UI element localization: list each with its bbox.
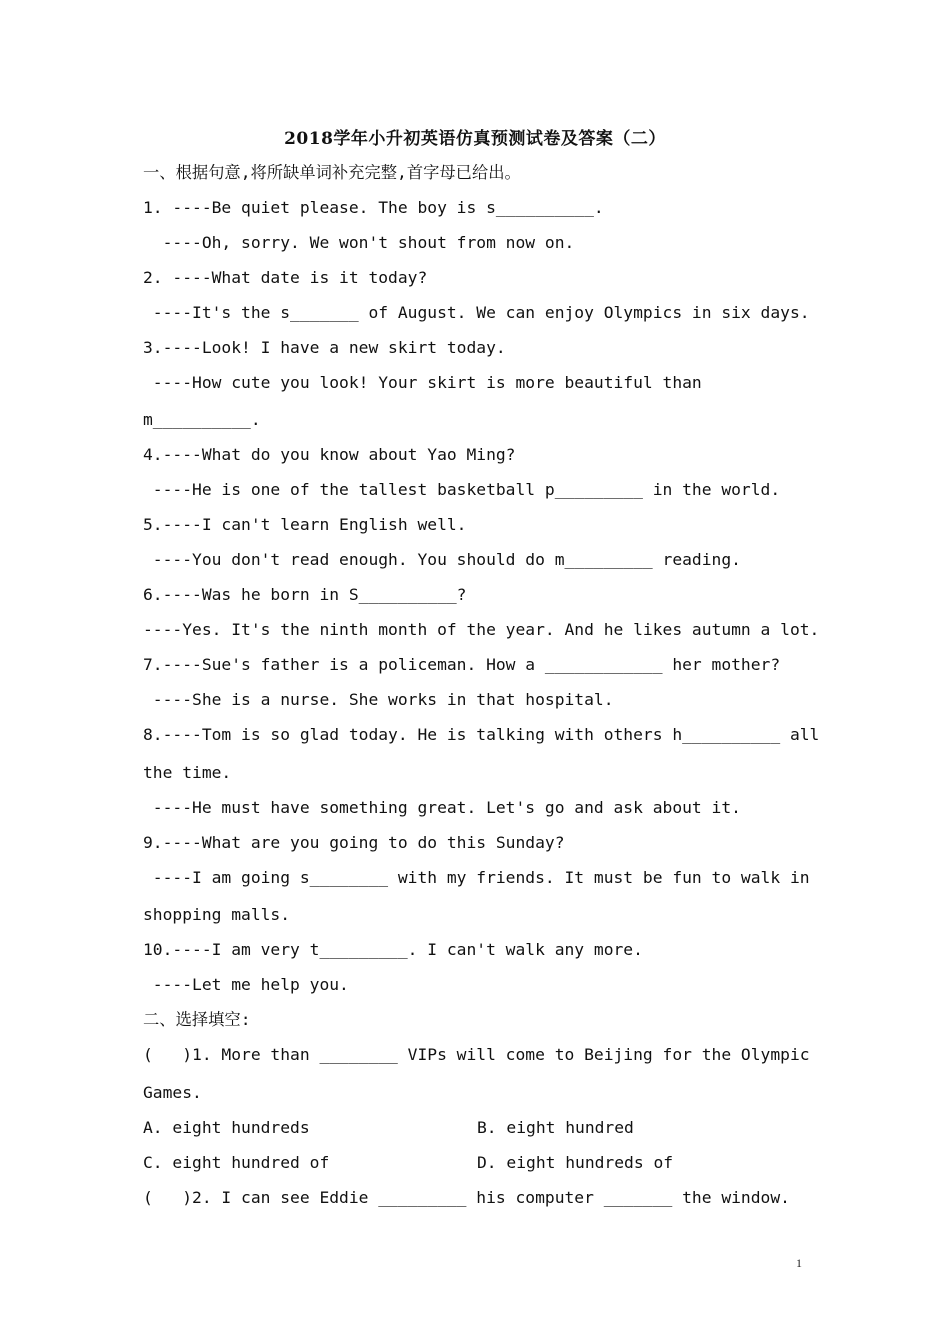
s1-line: 4.----What do you know about Yao Ming?	[143, 445, 516, 464]
section2-heading: 二、选择填空:	[143, 1010, 251, 1029]
s1-line: ----She is a nurse. She works in that hospital.	[143, 690, 614, 709]
s1-line: 6.----Was he born in S__________?	[143, 585, 467, 604]
s1-line: ----He must have something great. Let's go and ask about it.	[143, 798, 741, 817]
q1-option-d: D. eight hundreds of	[477, 1153, 674, 1172]
s1-line: 1. ----Be quiet please. The boy is s__________.	[143, 198, 604, 217]
s1-line: the time.	[143, 763, 232, 782]
s1-line: 10.----I am very t_________. I can't walk any more.	[143, 940, 643, 959]
s1-line: shopping malls.	[143, 905, 291, 924]
s1-line: 9.----What are you going to do this Sunday?	[143, 833, 565, 852]
q1-option-a: A. eight hundreds	[143, 1118, 310, 1137]
s1-line: 8.----Tom is so glad today. He is talking with others h__________ all	[143, 725, 820, 744]
s1-line: ----I am going s________ with my friends. It must be fun to walk in	[143, 868, 810, 887]
s1-line: ----Yes. It's the ninth month of the year. And he likes autumn a lot.	[143, 620, 820, 639]
s1-line: ----It's the s_______ of August. We can enjoy Olympics in six days.	[143, 303, 810, 322]
s1-line: ----Oh, sorry. We won't shout from now on.	[143, 233, 575, 252]
q1-option-b: B. eight hundred	[477, 1118, 634, 1137]
s1-line: 3.----Look! I have a new skirt today.	[143, 338, 506, 357]
page-number: 1	[796, 1256, 802, 1270]
section1-heading: 一、根据句意,将所缺单词补充完整,首字母已给出。	[143, 163, 521, 182]
s1-line: 2. ----What date is it today?	[143, 268, 428, 287]
q2-stem: ( )2. I can see Eddie _________ his computer _______ the window.	[143, 1188, 790, 1207]
s1-line: ----You don't read enough. You should do m_________ reading.	[143, 550, 741, 569]
s1-line: m__________.	[143, 410, 261, 429]
q1-stem: ( )1. More than ________ VIPs will come to Beijing for the Olympic	[143, 1045, 810, 1064]
s1-line: ----How cute you look! Your skirt is more beautiful than	[143, 373, 702, 392]
s1-line: 5.----I can't learn English well.	[143, 515, 467, 534]
s1-line: ----Let me help you.	[143, 975, 349, 994]
s1-line: ----He is one of the tallest basketball p_________ in the world.	[143, 480, 781, 499]
q1-option-c: C. eight hundred of	[143, 1153, 330, 1172]
q1-stem-cont: Games.	[143, 1083, 202, 1102]
page-title: 2018学年小升初英语仿真预测试卷及答案（二）	[284, 129, 666, 149]
s1-line: 7.----Sue's father is a policeman. How a ____________ her mother?	[143, 655, 781, 674]
